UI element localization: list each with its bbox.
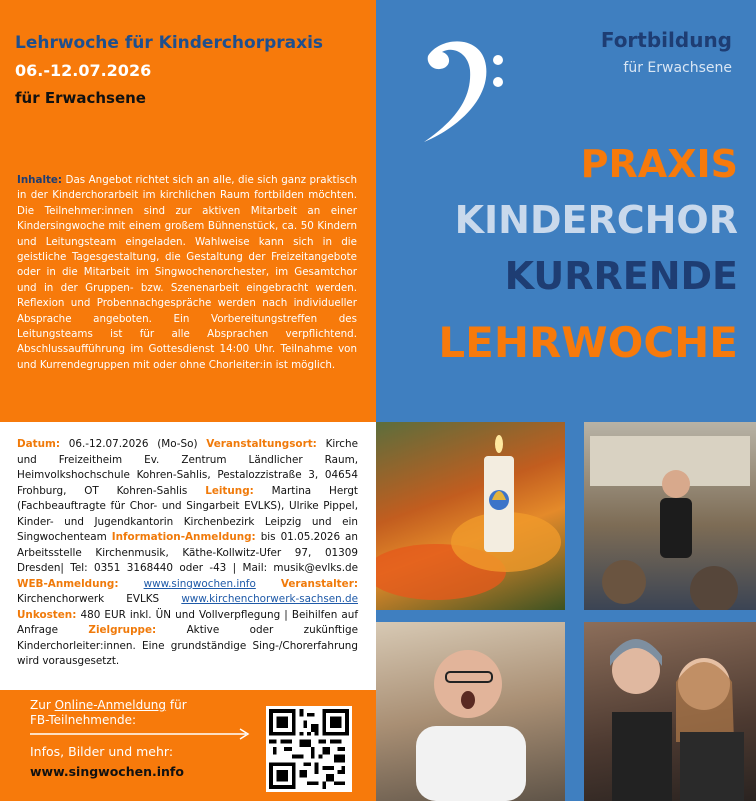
singer-icon xyxy=(376,622,565,801)
footer-web-link[interactable]: www.singwochen.info xyxy=(30,764,184,779)
ziel-label: Zielgruppe: xyxy=(88,624,157,636)
inhalte-text: Das Angebot richtet sich an alle, die sich ganz praktisch in der Kinderchorarbeit im kirchlichen Raum fortbilden möchten. Die Teilnehmer:innen sind zur aktiven Mitarbeit an einer Kindersingwoche mit einem großem Bühnenstück, ca. 50 Kindern und Leitungsteam eingeladen. Wahlweise kann sich in die geistliche Tagesgestaltung, die Gestaltung der Freizeitangebote oder in die Mitarbeit im Singwochenorchester, im Gesamtchor und in der Gruppen- bzw. Szenenarbeit eingebracht werden. Reflexion und Probennachgespräche werden nach individueller Absprache angeboten. Ein Vorbereitungstreffen des Leitungsteams ist für alle Absprachen verpflichtend. Abschlussaufführung im Gottesdienst 14:00 Uhr. Teilnahme von und Kurrendegruppen mit oder ohne Chorleiter:in ist möglich. xyxy=(17,174,357,371)
reg-line2: FB-Teilnehmende: xyxy=(30,713,137,727)
qr-code[interactable] xyxy=(266,706,352,792)
arrow-right-icon xyxy=(30,728,254,740)
flyer-title: Lehrwoche für Kinderchorpraxis xyxy=(15,33,324,53)
leitung-value: Martina Hergt (Fachbeauftragte für Chor- und Singarbeit EVLKS), Ulrike Pippel, Kinder- und Jugendkantorin Kirchenbezirk Leipzig und ein Singwochenteam xyxy=(17,484,358,543)
fortbildung-heading: Fortbildung xyxy=(600,28,732,52)
photo-singing-girls xyxy=(584,622,756,801)
info-label: Information-Anmeldung: xyxy=(111,531,256,543)
online-registration-link[interactable]: Online-Anmeldung xyxy=(54,698,167,712)
web-label: WEB-Anmeldung: xyxy=(17,577,119,590)
inhalte-paragraph xyxy=(17,173,357,373)
headline-praxis: PRAXIS xyxy=(580,142,738,186)
flyer-dates: 06.-12.07.2026 xyxy=(15,61,152,80)
reg-prefix: Zur xyxy=(30,698,51,712)
erwachsene-subheading: für Erwachsene xyxy=(623,60,732,76)
web-link[interactable]: www.singwochen.info xyxy=(143,577,256,590)
singers-icon xyxy=(584,622,756,801)
headline-lehrwoche: LEHRWOCHE xyxy=(438,318,738,367)
ort-value: Kirche und Freizeitheim Ev. Zentrum Ländlicher Raum, Heimvolkshochschule Kohren-Sahlis, Pestalozzistraße 3, 04654 Frohburg, OT Kohren-Sahlis xyxy=(17,438,358,497)
kosten-value: 480 EUR inkl. ÜN und Vollverpflegung | Beihilfen auf Anfrage xyxy=(17,608,358,636)
inhalte-label: Inhalte: xyxy=(17,174,62,186)
photo-singing-man xyxy=(376,622,565,801)
kosten-label: Unkosten: xyxy=(17,608,77,621)
info-value: bis 01.05.2026 an Arbeitsstelle Kirchenmusik, Käthe-Kollwitz-Ufer 97, 01309 Dresden| Tel: 0351 3168440 oder -43 | Mail: musik@evlks.de xyxy=(17,531,358,574)
flyer-audience: für Erwachsene xyxy=(15,89,146,107)
datum-label: Datum: xyxy=(17,438,60,450)
leitung-label: Leitung: xyxy=(205,484,254,497)
online-registration-note xyxy=(30,698,187,728)
ziel-value: Aktive oder zukünftige Kinderchorleiter:innen. Eine grundständige Sing-/Chorerfahrung wird vorausgesetzt. xyxy=(17,624,358,667)
headline-kinderchor: KINDERCHOR xyxy=(454,198,738,242)
infos-text: Infos, Bilder und mehr: xyxy=(30,744,174,759)
photo-candle xyxy=(376,422,565,610)
details-paragraph xyxy=(17,437,358,670)
candle-icon xyxy=(376,422,565,610)
qr-code-icon xyxy=(269,709,349,789)
veranstalter-link[interactable]: www.kirchenchorwerk-sachsen.de xyxy=(181,593,358,605)
veranstalter-label: Veranstalter: xyxy=(280,577,358,590)
photo-choir-leader xyxy=(584,422,756,610)
headline-kurrende: KURRENDE xyxy=(504,254,738,298)
ort-label: Veranstaltungsort: xyxy=(206,438,317,450)
veranstalter-value: Kirchenchorwerk EVLKS xyxy=(17,593,160,605)
bass-clef-icon xyxy=(410,30,510,150)
reg-suffix: für xyxy=(169,698,187,712)
datum-value: 06.-12.07.2026 (Mo-So) xyxy=(68,438,198,450)
conductor-icon xyxy=(584,422,756,610)
